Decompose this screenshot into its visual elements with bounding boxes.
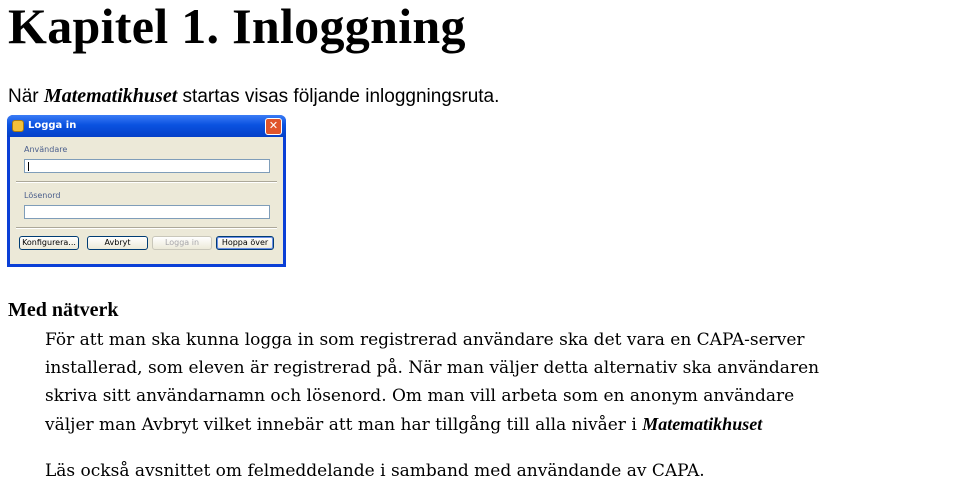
username-label: Användare bbox=[24, 145, 68, 154]
body-line: skriva sitt användarnamn och lösenord. Om man vill arbeta som en anonym användare bbox=[45, 386, 795, 406]
login-button[interactable]: Logga in bbox=[152, 236, 212, 250]
footer-note: Läs också avsnittet om felmeddelande i samband med användande av CAPA. bbox=[45, 461, 705, 481]
dialog-client-area bbox=[10, 137, 283, 264]
intro-after: startas visas följande inloggningsruta. bbox=[177, 86, 500, 107]
text-caret bbox=[28, 162, 29, 171]
body-line: För att man ska kunna logga in som registrerad användare ska det vara en CAPA-server bbox=[45, 330, 805, 350]
section-body bbox=[45, 326, 960, 439]
body-app-name: Matematikhuset bbox=[642, 414, 763, 434]
body-line: installerad, som eleven är registrerad på. När man väljer detta alternativ ska användaren bbox=[45, 358, 820, 378]
intro-before: När bbox=[8, 86, 44, 107]
lock-icon bbox=[12, 120, 24, 132]
cancel-button[interactable]: Avbryt bbox=[87, 236, 148, 250]
dialog-titlebar[interactable] bbox=[7, 115, 286, 137]
section-heading: Med nätverk bbox=[8, 299, 119, 321]
divider bbox=[16, 181, 277, 183]
configure-button[interactable]: Konfigurera... bbox=[19, 236, 79, 250]
intro-app-name: Matematikhuset bbox=[43, 85, 178, 107]
password-label: Lösenord bbox=[24, 191, 61, 200]
close-icon: ✕ bbox=[268, 119, 279, 132]
skip-button[interactable]: Hoppa över bbox=[216, 236, 274, 250]
body-line-last bbox=[45, 410, 960, 439]
body-last-text: väljer man Avbryt vilket innebär att man har tillgång till alla nivåer i bbox=[45, 415, 643, 435]
close-button[interactable] bbox=[265, 118, 282, 135]
password-field[interactable] bbox=[24, 205, 270, 219]
username-field[interactable] bbox=[24, 159, 270, 173]
login-dialog bbox=[7, 115, 286, 267]
divider bbox=[16, 227, 277, 229]
dialog-title: Logga in bbox=[28, 120, 77, 131]
intro-text bbox=[8, 84, 499, 109]
chapter-title: Kapitel 1. Inloggning bbox=[8, 0, 466, 54]
